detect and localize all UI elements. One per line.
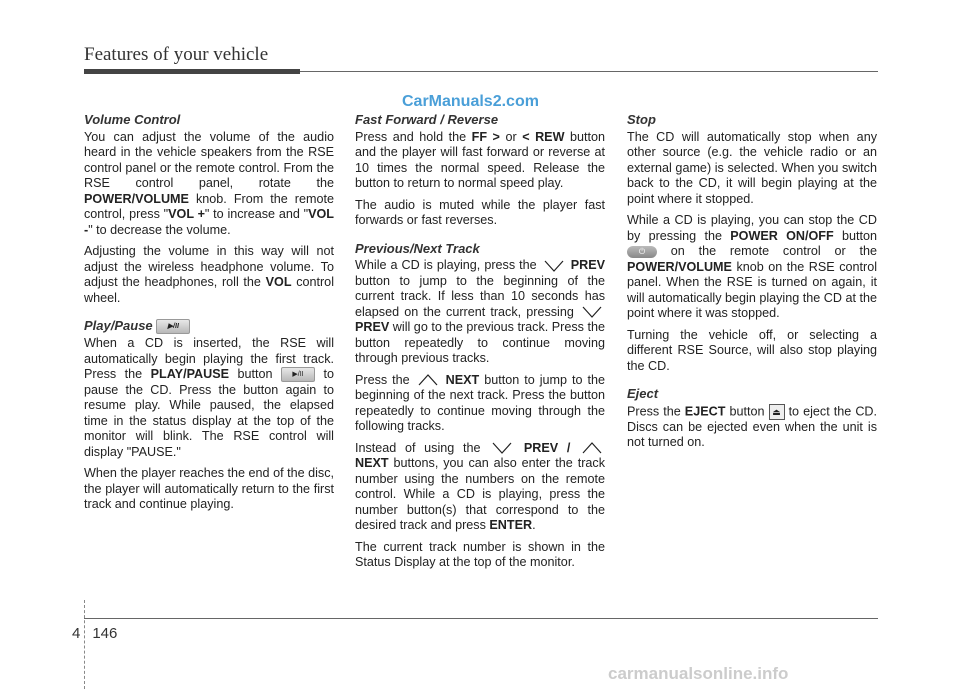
pn-paragraph-3: Instead of using the PREV / NEXT buttons, you can also enter the track number using the numbers on the remote control. While a CD is playing, press the number button(s) that correspond to the desired track and press ENTER. <box>355 440 605 532</box>
header-rule <box>300 71 878 72</box>
eject-paragraph-1: Press the EJECT button ⏏ to eject the CD. Discs can be ejected even when the unit is not turned on. <box>627 403 878 449</box>
stop-paragraph-2: While a CD is playing, you can stop the CD by pressing the POWER ON/OFF button ⏻ on the remote control or the POWER/VOLUME knob on the RSE control panel. When the RSE is turned on again, it will automatically begin playing the CD at the point where it was stopped. <box>627 213 877 320</box>
stop-paragraph-1: The CD will automatically stop when any other source (e.g. the vehicle radio or an external game) is selected. When you switch back to the CD, it will begin playing at the point where it stopped. <box>627 129 877 206</box>
pn-paragraph-1: While a CD is playing, press the PREV button to jump to the beginning of the current track. If less than 10 seconds has elapsed on the current track, pressing PREV will go to the previous track. Press the button repeatedly to continue moving through previous tracks. <box>355 258 606 365</box>
prev-next-heading: Previous/Next Track <box>355 240 480 256</box>
eject-heading: Eject <box>627 386 659 401</box>
fast-forward-heading: Fast Forward / Reverse <box>355 112 499 127</box>
chevron-up-icon <box>415 373 441 387</box>
column-2 <box>355 112 605 577</box>
play-paragraph-2: When the player reaches the end of the disc, the player will automatically return to the first track and continue playing. <box>84 466 334 512</box>
pn-paragraph-4: The current track number is shown in the Status Display at the top of the monitor. <box>355 539 605 569</box>
watermark-top[interactable]: CarManuals2.com <box>402 93 539 110</box>
page-number-value: 146 <box>92 625 118 642</box>
watermark-bottom[interactable]: carmanualsonline.info <box>608 664 789 683</box>
footer-rule <box>84 618 878 619</box>
page-number <box>72 625 117 642</box>
power-icon: ⏻ <box>627 246 657 258</box>
page-header-title: Features of your vehicle <box>84 44 269 65</box>
footer-vertical-rule <box>84 600 86 689</box>
chapter-number: 4 <box>72 625 81 642</box>
play-pause-icon: ▶/II <box>281 367 315 382</box>
eject-icon: ⏏ <box>769 404 785 420</box>
ff-paragraph-1: Press and hold the FF > or < REW button and the player will fast forward or reverse at 10 times the normal speed. Release the button to return to normal speed play. <box>355 129 605 190</box>
chevron-down-icon <box>579 305 605 319</box>
volume-paragraph-1: You can adjust the volume of the audio heard in the vehicle speakers from the RSE control panel or the remote control. From the RSE control panel, rotate the POWER/VOLUME knob. From the remote control, press "VOL +" to increase and "VOL -" to decrease the volume. <box>84 129 334 237</box>
play-paragraph-1: When a CD is inserted, the RSE will automatically begin playing the first track. Press the PLAY/PAUSE button ▶/II to pause the CD. Press the button again to resume play. While paused, the elapsed time in the status display at the top of the monitor will blink. The RSE control will display "PAUSE." <box>84 336 334 459</box>
volume-paragraph-2: Adjusting the volume in this way will not adjust the wireless headphone volume. To adjust the headphones, roll the VOL control wheel. <box>84 244 334 305</box>
volume-control-heading: Volume Control <box>84 112 181 127</box>
chevron-down-icon <box>541 259 567 273</box>
chevron-up-icon <box>579 441 605 455</box>
ff-paragraph-2: The audio is muted while the player fast forwards or fast reverses. <box>355 197 605 227</box>
header-bar <box>84 69 300 74</box>
stop-paragraph-3: Turning the vehicle off, or selecting a different RSE Source, will also stop playing the CD. <box>627 327 877 373</box>
column-1 <box>84 112 334 519</box>
column-3 <box>627 112 877 457</box>
play-pause-icon: ▶/II <box>156 319 190 334</box>
chevron-down-icon <box>489 441 515 455</box>
pn-paragraph-2: Press the NEXT button to jump to the beginning of the next track. Press the button repeatedly to continue moving through the following tracks. <box>355 372 605 433</box>
stop-heading: Stop <box>627 112 656 127</box>
play-pause-heading: Play/Pause ▶/II <box>84 318 334 334</box>
